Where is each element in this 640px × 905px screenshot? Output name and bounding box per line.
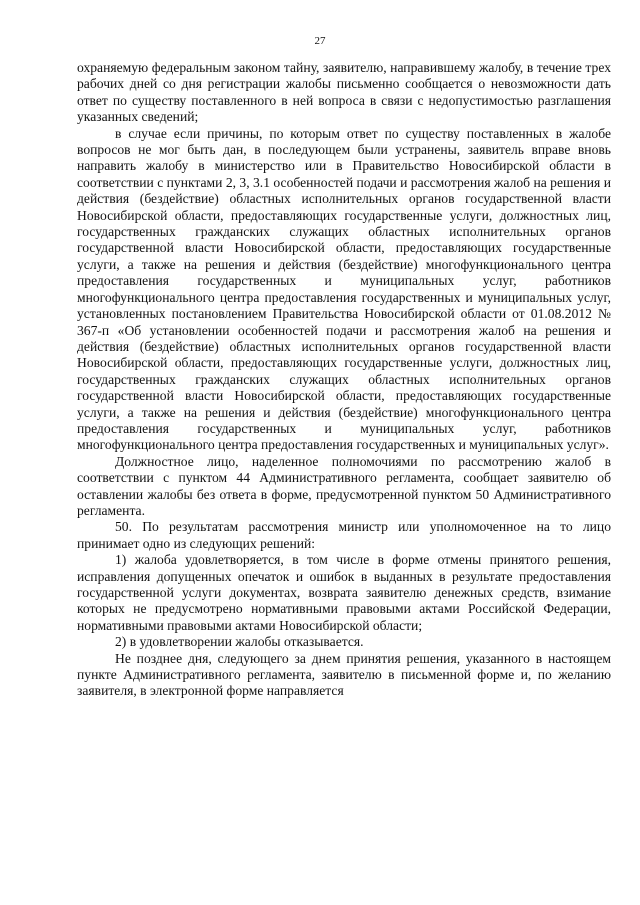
paragraph-4: 50. По результатам рассмотрения министр или уполномоченное на то лицо принимает одно из следующих решений: bbox=[77, 519, 611, 551]
paragraph-1: охраняемую федеральным законом тайну, заявителю, направившему жалобу, в течение трех рабочих дней со дня регистрации жалобы письменно сообщается о невозможности дать ответ по существу поставленного в ней вопроса в связи с недопустимостью разглашения указанных сведений; bbox=[77, 60, 611, 125]
paragraph-7: Не позднее дня, следующего за днем принятия решения, указанного в настоящем пункте Административного регламента, заявителю в письменной форме и, по желанию заявителя, в электронной форме направляется bbox=[77, 650, 611, 699]
paragraph-6: 2) в удовлетворении жалобы отказывается. bbox=[115, 634, 364, 650]
paragraph-5: 1) жалоба удовлетворяется, в том числе в форме отмены принятого решения, исправления допущенных опечаток и ошибок в выданных в результате предоставления государственной услуги документах, возврата заявителю денежных средств, взимание которых не предусмотрено нормативными правовыми актами Российской Федерации, нормативными правовыми актами Новосибирской области; bbox=[77, 552, 611, 633]
page-number: 27 bbox=[314, 35, 326, 47]
paragraph-2: в случае если причины, по которым ответ по существу поставленных в жалобе вопросов не мог быть дан, в последующем были устранены, заявитель вправе вновь направить жалобу в министерство или в Правительство Новосибирской области в соответствии с пунктами 2, 3, 3.1 особенностей подачи и рассмотрения жалоб на решения и действия (бездействие) областных исполнительных органов государственной власти Новосибирской области, предоставляющих государственные услуги, должностных лиц, государственных гражданских служащих областных исполнительных органов государственной власти Новосибирской области, предоставляющих государственные услуги, а также на решения и действия (бездействие) многофункционального центра предоставления государственных и муниципальных услуг, работников многофункционального центра предоставления государственных и муниципальных услуг, установленных постановлением Правительства Новосибирской области от 01.08.2012 № 367-п «Об установлении особенностей подачи и рассмотрения жалоб на решения и действия (бездействие) областных исполнительных органов государственной власти Новосибирской области, предоставляющих государственные услуги, должностных лиц, государственных гражданских служащих областных исполнительных органов государственной власти Новосибирской области, предоставляющих государственные услуги, а также на решения и действия (бездействие) многофункционального центра предоставления государственных и муниципальных услуг, работников многофункционального центра предоставления государственных и муниципальных услуг». bbox=[77, 125, 611, 453]
paragraph-3: Должностное лицо, наделенное полномочиями по рассмотрению жалоб в соответствии с пунктом 44 Административного регламента, сообщает заявителю об оставлении жалобы без ответа в форме, предусмотренной пунктом 50 Административного регламента. bbox=[77, 453, 611, 518]
document-body bbox=[77, 60, 611, 700]
